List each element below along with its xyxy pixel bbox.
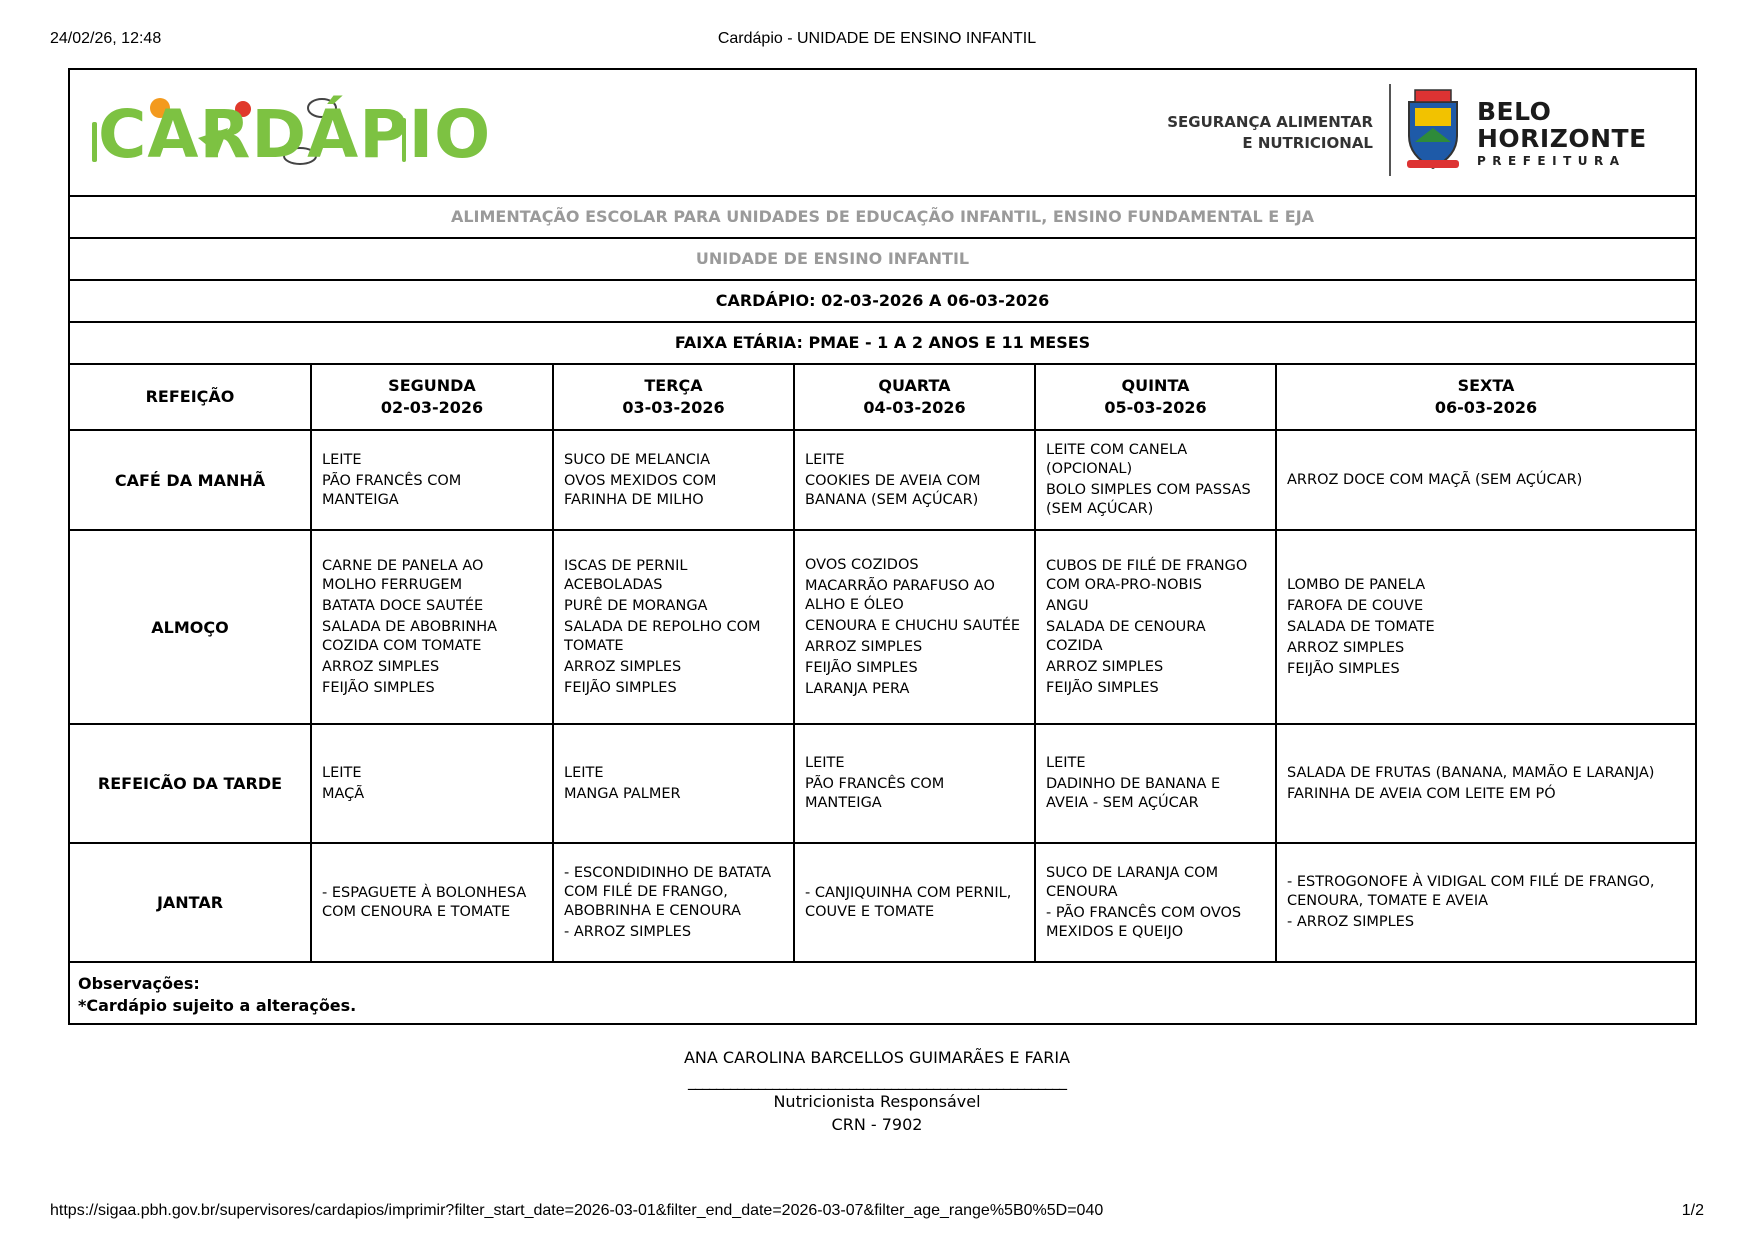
menu-item: LEITE COM CANELA (OPCIONAL) [1046, 442, 1188, 477]
print-url: https://sigaa.pbh.gov.br/supervisores/cardapios/imprimir?filter_start_date=2026-03-01&filter_end_date=2026-03-07&filter_age_range%5B0%5D=040 [50, 1202, 1104, 1219]
menu-item: LOMBO DE PANELA [1287, 576, 1426, 593]
observations-note: *Cardápio sujeito a alterações. [78, 996, 357, 1015]
meal-row [70, 530, 1695, 724]
menu-item: - ESTROGONOFE À VIDIGAL COM FILÉ DE FRANGO, CENOURA, TOMATE E AVEIA [1287, 874, 1655, 909]
menu-item: LEITE [1046, 755, 1086, 771]
menu-item: LEITE [805, 451, 845, 468]
day-date: 03-03-2026 [622, 398, 725, 417]
day-name: SEGUNDA [388, 376, 476, 395]
seguranca-alimentar-label [1167, 112, 1373, 154]
header-banner [70, 70, 1695, 197]
nutritionist-role: Nutricionista Responsável [773, 1092, 981, 1111]
day-name: QUINTA [1121, 376, 1190, 395]
signature-line: ______________________________________________________ [688, 1071, 1066, 1090]
menu-item: - ESPAGUETE À BOLONHESA COM CENOURA E TOMATE [322, 884, 527, 920]
signature-block [0, 1046, 1754, 1136]
day-name: TERÇA [644, 376, 703, 395]
menu-item: - PÃO FRANCÊS COM OVOS MEXIDOS E QUEIJO [1046, 904, 1242, 940]
meal-name: JANTAR [70, 843, 311, 962]
day-name: QUARTA [878, 376, 951, 395]
menu-cell [553, 724, 794, 843]
menu-item: FEIJÃO SIMPLES [805, 659, 918, 676]
menu-item: OVOS COZIDOS [805, 556, 919, 573]
menu-item: MAÇÃ [322, 785, 365, 802]
menu-cell [311, 430, 553, 530]
print-header [50, 30, 1704, 52]
menu-cell [794, 724, 1035, 843]
menu-cell [794, 430, 1035, 530]
menu-item: SUCO DE LARANJA COM CENOURA [1046, 864, 1219, 900]
menu-item: FEIJÃO SIMPLES [1046, 679, 1159, 696]
menu-item: MANGA PALMER [564, 785, 681, 802]
menu-item: FAROFA DE COUVE [1287, 597, 1424, 614]
age-range-band: FAIXA ETÁRIA: PMAE - 1 A 2 ANOS E 11 MESES [70, 323, 1695, 365]
menu-cell [1276, 724, 1695, 843]
menu-cell [1276, 430, 1695, 530]
menu-item: - CANJIQUINHA COM PERNIL, COUVE E TOMATE [805, 884, 1012, 920]
menu-cell [1035, 430, 1276, 530]
menu-cell [311, 724, 553, 843]
menu-item: SALADA DE REPOLHO COM TOMATE [564, 618, 761, 654]
city-line-3: PREFEITURA [1477, 154, 1626, 168]
menu-item: MACARRÃO PARAFUSO AO ALHO E ÓLEO [805, 577, 995, 613]
meal-row [70, 843, 1695, 962]
day-header [311, 365, 553, 430]
menu-item: LEITE [322, 764, 362, 781]
meal-row [70, 430, 1695, 530]
menu-item: ARROZ SIMPLES [1046, 658, 1164, 675]
menu-sheet [68, 68, 1697, 1025]
menu-item: SUCO DE MELANCIA [564, 451, 711, 468]
fork-icon [92, 122, 97, 162]
menu-item: ARROZ DOCE COM MAÇÃ (SEM AÇÚCAR) [1287, 471, 1583, 488]
menu-item: - ESCONDIDINHO DE BATATA COM FILÉ DE FRANGO, ABOBRINHA E CENOURA [564, 864, 772, 919]
observations [70, 963, 1695, 1023]
page-number: 1/2 [1681, 1202, 1704, 1219]
day-date: 02-03-2026 [380, 398, 484, 417]
belo-horizonte-wordmark [1477, 98, 1673, 168]
menu-cell [1276, 843, 1695, 962]
logo-word: CARDÁPIO [98, 96, 492, 173]
program-band: ALIMENTAÇÃO ESCOLAR PARA UNIDADES DE EDUCAÇÃO INFANTIL, ENSINO FUNDAMENTAL E EJA [70, 197, 1695, 239]
menu-item: DADINHO DE BANANA E AVEIA - SEM AÇÚCAR [1046, 776, 1221, 811]
menu-item: ARROZ SIMPLES [322, 658, 440, 675]
meal-name: ALMOÇO [70, 530, 311, 724]
menu-item: CUBOS DE FILÉ DE FRANGO COM ORA-PRO-NOBIS [1046, 557, 1248, 593]
menu-item: BATATA DOCE SAUTÉE [322, 597, 484, 614]
print-footer [50, 1202, 1704, 1224]
menu-item: ISCAS DE PERNIL ACEBOLADAS [564, 557, 688, 593]
menu-item: ANGU [1046, 597, 1089, 614]
menu-cell [1035, 843, 1276, 962]
meal-name: CAFÉ DA MANHÃ [70, 430, 311, 530]
city-line-1: BELO [1477, 97, 1552, 126]
menu-cell [794, 530, 1035, 724]
menu-cell [794, 843, 1035, 962]
city-crest-icon [1403, 88, 1463, 172]
nutritionist-crn: CRN - 7902 [831, 1115, 923, 1134]
print-title: Cardápio - UNIDADE DE ENSINO INFANTIL [717, 30, 1037, 47]
meal-column-header: REFEIÇÃO [70, 365, 311, 430]
menu-item: ARROZ SIMPLES [805, 638, 923, 655]
menu-item: PURÊ DE MORANGA [564, 597, 708, 614]
menu-cell [311, 530, 553, 724]
day-header [1035, 365, 1276, 430]
observations-label: Observações: [78, 974, 200, 993]
menu-cell [553, 843, 794, 962]
menu-cell [553, 430, 794, 530]
print-datetime: 24/02/26, 12:48 [50, 30, 162, 47]
meal-name: REFEICÃO DA TARDE [70, 724, 311, 843]
menu-item: PÃO FRANCÊS COM MANTEIGA [805, 776, 945, 811]
menu-item: COOKIES DE AVEIA COM BANANA (SEM AÇÚCAR) [805, 472, 981, 508]
menu-item: - ARROZ SIMPLES [1287, 914, 1415, 930]
menu-item: SALADA DE ABOBRINHA COZIDA COM TOMATE [322, 618, 498, 654]
menu-cell [1035, 530, 1276, 724]
day-date: 05-03-2026 [1104, 398, 1207, 417]
menu-item: CENOURA E CHUCHU SAUTÉE [805, 617, 1021, 634]
day-header [1276, 365, 1695, 430]
menu-item: LARANJA PERA [805, 680, 910, 697]
menu-item: BOLO SIMPLES COM PASSAS (SEM AÇÚCAR) [1046, 482, 1251, 517]
city-line-2: HORIZONTE [1477, 124, 1647, 153]
menu-item: ARROZ SIMPLES [1287, 639, 1405, 656]
brand-divider [1389, 84, 1391, 176]
menu-item: SALADA DE CENOURA COZIDA [1046, 618, 1206, 654]
menu-item: FEIJÃO SIMPLES [1287, 660, 1400, 677]
day-header [794, 365, 1035, 430]
menu-item: SALADA DE FRUTAS (BANANA, MAMÃO E LARANJA) [1287, 764, 1655, 781]
meal-row [70, 724, 1695, 843]
menu-item: CARNE DE PANELA AO MOLHO FERRUGEM [322, 557, 484, 593]
day-date: 06-03-2026 [1434, 398, 1538, 417]
menu-cell [1035, 724, 1276, 843]
seg-line-1: SEGURANÇA ALIMENTAR [1167, 113, 1373, 131]
prefeitura-brand [1153, 82, 1673, 182]
day-header [553, 365, 794, 430]
menu-body [70, 430, 1695, 962]
menu-item: LEITE [805, 755, 845, 771]
cardapio-logo [90, 88, 492, 178]
menu-item: FARINHA DE AVEIA COM LEITE EM PÓ [1287, 785, 1556, 802]
day-date: 04-03-2026 [863, 398, 966, 417]
menu-item: SALADA DE TOMATE [1287, 618, 1435, 635]
unit-band: UNIDADE DE ENSINO INFANTIL [70, 239, 1695, 281]
menu-cell [311, 843, 553, 962]
menu-item: FEIJÃO SIMPLES [564, 679, 677, 696]
menu-item: PÃO FRANCÊS COM MANTEIGA [322, 472, 462, 508]
menu-cell [1276, 530, 1695, 724]
menu-item: OVOS MEXIDOS COM FARINHA DE MILHO [564, 472, 717, 508]
menu-item: ARROZ SIMPLES [564, 658, 682, 675]
menu-cell [553, 530, 794, 724]
menu-item: LEITE [322, 451, 362, 468]
menu-item: FEIJÃO SIMPLES [322, 679, 435, 696]
menu-table [70, 365, 1695, 963]
menu-item: - ARROZ SIMPLES [564, 923, 692, 940]
seg-line-2: E NUTRICIONAL [1242, 134, 1373, 152]
day-name: SEXTA [1457, 376, 1515, 395]
period-band: CARDÁPIO: 02-03-2026 A 06-03-2026 [70, 281, 1695, 323]
menu-item: LEITE [564, 764, 604, 781]
menu-header-row [70, 365, 1695, 430]
nutritionist-name: ANA CAROLINA BARCELLOS GUIMARÃES E FARIA [683, 1048, 1071, 1067]
